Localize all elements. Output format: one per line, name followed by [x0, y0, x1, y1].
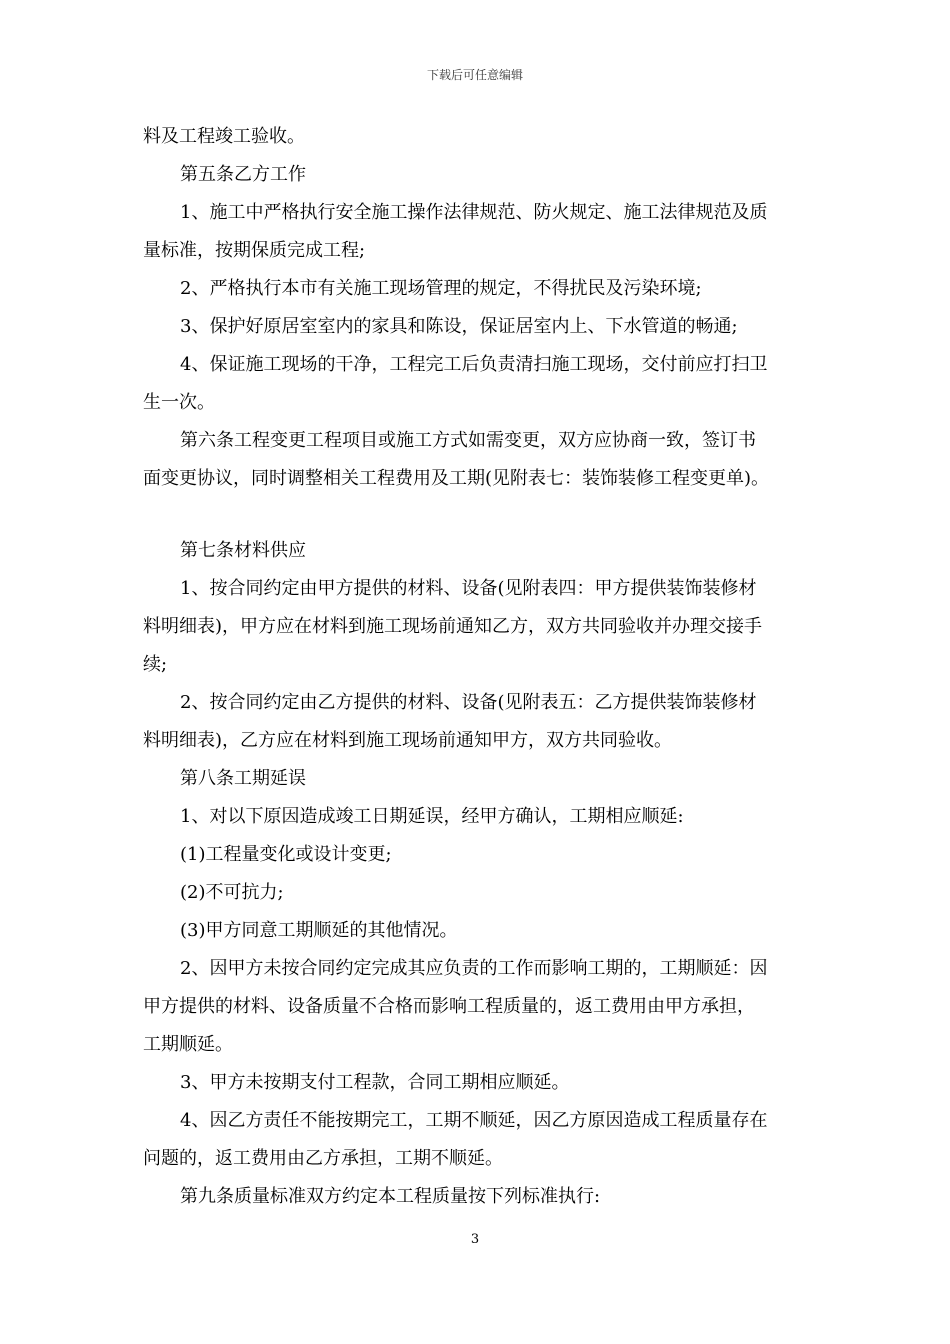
list-item: (3)甲方同意工期顺延的其他情况。	[180, 920, 458, 941]
list-item: (2)不可抗力;	[180, 882, 284, 903]
paragraph-line: 2、因甲方未按合同约定完成其应负责的工作而影响工期的，工期顺延：因	[180, 958, 768, 979]
paragraph-line: 面变更协议，同时调整相关工程费用及工期(见附表七：装饰装修工程变更单)。	[143, 468, 770, 489]
document-body	[143, 118, 823, 1216]
paragraph-line: 生一次。	[143, 392, 215, 413]
paragraph-line: 料及工程竣工验收。	[143, 126, 305, 147]
paragraph-line: 甲方提供的材料、设备质量不合格而影响工程质量的，返工费用由甲方承担，	[143, 996, 755, 1017]
paragraph-line: 2、按合同约定由乙方提供的材料、设备(见附表五：乙方提供装饰装修材	[180, 692, 757, 713]
paragraph-line: 4、保证施工现场的干净，工程完工后负责清扫施工现场，交付前应打扫卫	[180, 354, 768, 375]
article-heading: 第七条材料供应	[180, 540, 306, 561]
paragraph-line: 续;	[143, 654, 168, 675]
paragraph-line: 2、严格执行本市有关施工现场管理的规定，不得扰民及污染环境;	[180, 278, 702, 299]
paragraph-line: 工期顺延。	[143, 1034, 233, 1055]
paragraph-line: 1、按合同约定由甲方提供的材料、设备(见附表四：甲方提供装饰装修材	[180, 578, 757, 599]
article-heading: 第五条乙方工作	[180, 164, 306, 185]
paragraph-line: 量标准，按期保质完成工程;	[143, 240, 366, 261]
paragraph-line: 3、甲方未按期支付工程款，合同工期相应顺延。	[180, 1072, 570, 1093]
page-header: 下载后可任意编辑	[426, 68, 523, 82]
paragraph-line: 料明细表)，甲方应在材料到施工现场前通知乙方，双方共同验收并办理交接手	[143, 616, 763, 637]
paragraph-line: 1、施工中严格执行安全施工操作法律规范、防火规定、施工法律规范及质	[180, 202, 768, 223]
paragraph-line: 4、因乙方责任不能按期完工，工期不顺延，因乙方原因造成工程质量存在	[180, 1110, 768, 1131]
page-number: 3	[470, 1232, 480, 1247]
article-heading: 第六条工程变更工程项目或施工方式如需变更，双方应协商一致，签订书	[180, 430, 756, 451]
paragraph-gap	[143, 498, 823, 532]
paragraph-line: 料明细表)，乙方应在材料到施工现场前通知甲方，双方共同验收。	[143, 730, 673, 751]
article-heading: 第八条工期延误	[180, 768, 306, 789]
list-item: (1)工程量变化或设计变更;	[180, 844, 392, 865]
paragraph-line: 问题的，返工费用由乙方承担，工期不顺延。	[143, 1148, 503, 1169]
paragraph-line: 1、对以下原因造成竣工日期延误，经甲方确认，工期相应顺延:	[180, 806, 684, 827]
article-heading: 第九条质量标准双方约定本工程质量按下列标准执行:	[180, 1186, 601, 1207]
paragraph-line: 3、保护好原居室室内的家具和陈设，保证居室内上、下水管道的畅通;	[180, 316, 738, 337]
